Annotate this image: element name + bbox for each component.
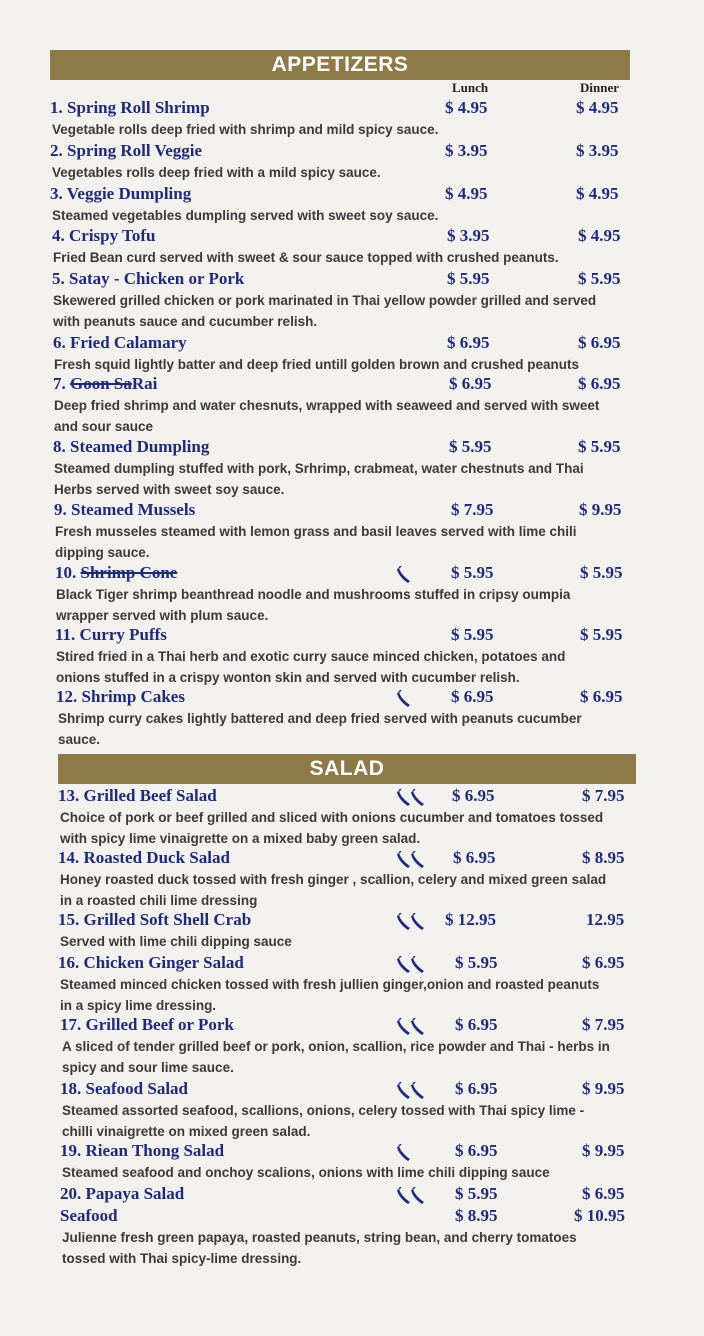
item-name <box>55 563 177 583</box>
item-name: 6. Fried Calamary <box>53 333 187 352</box>
item-description: Fresh squid lightly batter and deep fried untill golden brown and crushed peanuts <box>54 357 580 372</box>
item-name: 13. Grilled Beef Salad <box>58 786 217 805</box>
item-name: 1. Spring Roll Shrimp <box>50 98 210 117</box>
item-description: Julienne fresh green papaya, roasted peanuts, string bean, and cherry tomatoes tossed with Thai spicy-lime dressing. <box>62 1230 577 1266</box>
dinner-price: 12.95 <box>586 910 625 929</box>
dinner-price: $ 6.95 <box>582 1184 625 1203</box>
dinner-price: $ 9.95 <box>582 1141 625 1160</box>
dinner-price: $ 6.95 <box>582 953 625 972</box>
dinner-price: $ 6.95 <box>580 687 623 706</box>
item-description: Served with lime chili dipping sauce <box>60 934 292 949</box>
dinner-price: $ 9.95 <box>582 1079 625 1098</box>
dinner-price: $ 6.95 <box>578 333 621 352</box>
item-name: 16. Chicken Ginger Salad <box>58 953 244 972</box>
lunch-price: $ 5.95 <box>451 563 494 582</box>
item-description: Steamed seafood and onchoy scalions, onions with lime chili dipping sauce <box>62 1165 550 1180</box>
item-name: 14. Roasted Duck Salad <box>58 848 230 867</box>
item-name-struck: Shrimp Cone <box>80 563 178 582</box>
item-description: Skewered grilled chicken or pork marinated in Thai yellow powder grilled and served with peanuts sauce and cucumber relish. <box>53 293 597 329</box>
item-name-prefix: 7. <box>53 374 70 393</box>
item-description: Fried Bean curd served with sweet & sour sauce topped with crushed peanuts. <box>53 250 559 265</box>
chili-pepper-icon <box>396 913 428 936</box>
dinner-price: $ 4.95 <box>576 184 619 203</box>
item-name-prefix: 10. <box>55 563 81 582</box>
lunch-price: $ 6.95 <box>452 786 495 805</box>
dinner-price: $ 9.95 <box>579 500 622 519</box>
item-name: 17. Grilled Beef or Pork <box>60 1015 234 1034</box>
item-name: 8. Steamed Dumpling <box>53 437 210 456</box>
item-description: Stired fried in a Thai herb and exotic curry sauce minced chicken, potatoes and onions stuffed in a crispy wonton skin and served with cucumber relish. <box>56 649 566 685</box>
item-description: Choice of pork or beef grilled and sliced with onions cucumber and tomatoes tossed with spicy lime vinaigrette on a mixed baby green salad. <box>60 810 604 846</box>
item-name-suffix: Rai <box>131 374 158 393</box>
salad-heading: SALAD <box>58 754 636 784</box>
item-description: Steamed assorted seafood, scallions, onions, celery tossed with Thai spicy lime - chilli vinaigrette on mixed green salad. <box>62 1103 585 1139</box>
item-sub-name: Seafood <box>60 1206 118 1225</box>
lunch-price: $ 6.95 <box>453 848 496 867</box>
item-description: Vegetable rolls deep fried with shrimp and mild spicy sauce. <box>52 122 439 137</box>
dinner-price: $ 8.95 <box>582 848 625 867</box>
item-description: Steamed minced chicken tossed with fresh jullien ginger,onion and roasted peanuts in a spicy lime dressing. <box>60 977 600 1013</box>
dinner-price: $ 7.95 <box>582 1015 625 1034</box>
dinner-price: $ 4.95 <box>578 226 621 245</box>
lunch-price: $ 6.95 <box>455 1079 498 1098</box>
dinner-price: $ 5.95 <box>578 437 621 456</box>
lunch-price: $ 4.95 <box>445 184 488 203</box>
item-description: Honey roasted duck tossed with fresh ginger , scallion, celery and mixed green salad in a roasted chili lime dressing <box>60 872 607 908</box>
chili-pepper-icon <box>396 1187 428 1210</box>
item-description: Fresh musseles steamed with lemon grass and basil leaves served with lime chili dipping sauce. <box>55 524 577 560</box>
item-name: 18. Seafood Salad <box>60 1079 188 1098</box>
lunch-price: $ 6.95 <box>449 374 492 393</box>
lunch-price: $ 6.95 <box>455 1141 498 1160</box>
dinner-price: $ 5.95 <box>580 625 623 644</box>
item-description: Black Tiger shrimp beanthread noodle and mushrooms stuffed in cripsy oumpia wrapper served with plum sauce. <box>56 587 571 623</box>
lunch-price: $ 6.95 <box>447 333 490 352</box>
item-name: 5. Satay - Chicken or Pork <box>52 269 245 288</box>
item-description: Shrimp curry cakes lightly battered and deep fried served with peanuts cucumber sauce. <box>58 711 582 747</box>
lunch-price: $ 6.95 <box>451 687 494 706</box>
sub-dinner-price: $ 10.95 <box>574 1206 625 1225</box>
dinner-price: $ 3.95 <box>576 141 619 160</box>
item-name: 12. Shrimp Cakes <box>56 687 185 706</box>
item-name: 2. Spring Roll Veggie <box>50 141 203 160</box>
item-name: 3. Veggie Dumpling <box>50 184 192 203</box>
item-description: A sliced of tender grilled beef or pork, onion, scallion, rice powder and Thai - herbs in spicy and sour lime sauce. <box>62 1039 610 1075</box>
item-name: 9. Steamed Mussels <box>54 500 196 519</box>
lunch-price: $ 3.95 <box>447 226 490 245</box>
item-description: Steamed dumpling stuffed with pork, Srhrimp, crabmeat, water chestnuts and Thai Herbs served with sweet soy sauce. <box>54 461 584 497</box>
dinner-column-label: Dinner <box>580 80 619 95</box>
sub-lunch-price: $ 8.95 <box>455 1206 498 1225</box>
item-name: 11. Curry Puffs <box>55 625 167 644</box>
lunch-price: $ 7.95 <box>451 500 494 519</box>
dinner-price: $ 5.95 <box>580 563 623 582</box>
lunch-price: $ 5.95 <box>447 269 490 288</box>
appetizers-heading: APPETIZERS <box>50 50 630 80</box>
lunch-price: $ 5.95 <box>451 625 494 644</box>
lunch-price: $ 4.95 <box>445 98 488 117</box>
dinner-price: $ 4.95 <box>576 98 619 117</box>
dinner-price: $ 5.95 <box>578 269 621 288</box>
item-name: 20. Papaya Salad <box>60 1184 185 1203</box>
item-description: Steamed vegetables dumpling served with sweet soy sauce. <box>52 208 439 223</box>
dinner-price: $ 6.95 <box>578 374 621 393</box>
dinner-price: $ 7.95 <box>582 786 625 805</box>
item-name <box>53 374 157 394</box>
lunch-price: $ 12.95 <box>445 910 496 929</box>
item-name: 15. Grilled Soft Shell Crab <box>58 910 252 929</box>
lunch-price: $ 3.95 <box>445 141 488 160</box>
lunch-price: $ 6.95 <box>455 1015 498 1034</box>
lunch-price: $ 5.95 <box>455 1184 498 1203</box>
lunch-price: $ 5.95 <box>449 437 492 456</box>
item-description: Deep fried shrimp and water chesnuts, wrapped with seaweed and served with sweet and sour sauce <box>54 398 600 434</box>
item-name: 4. Crispy Tofu <box>52 226 156 245</box>
item-name: 19. Riean Thong Salad <box>60 1141 225 1160</box>
lunch-column-label: Lunch <box>452 80 489 95</box>
item-description: Vegetables rolls deep fried with a mild spicy sauce. <box>52 165 381 180</box>
lunch-price: $ 5.95 <box>455 953 498 972</box>
item-name-struck: Goon Sa <box>70 374 132 393</box>
